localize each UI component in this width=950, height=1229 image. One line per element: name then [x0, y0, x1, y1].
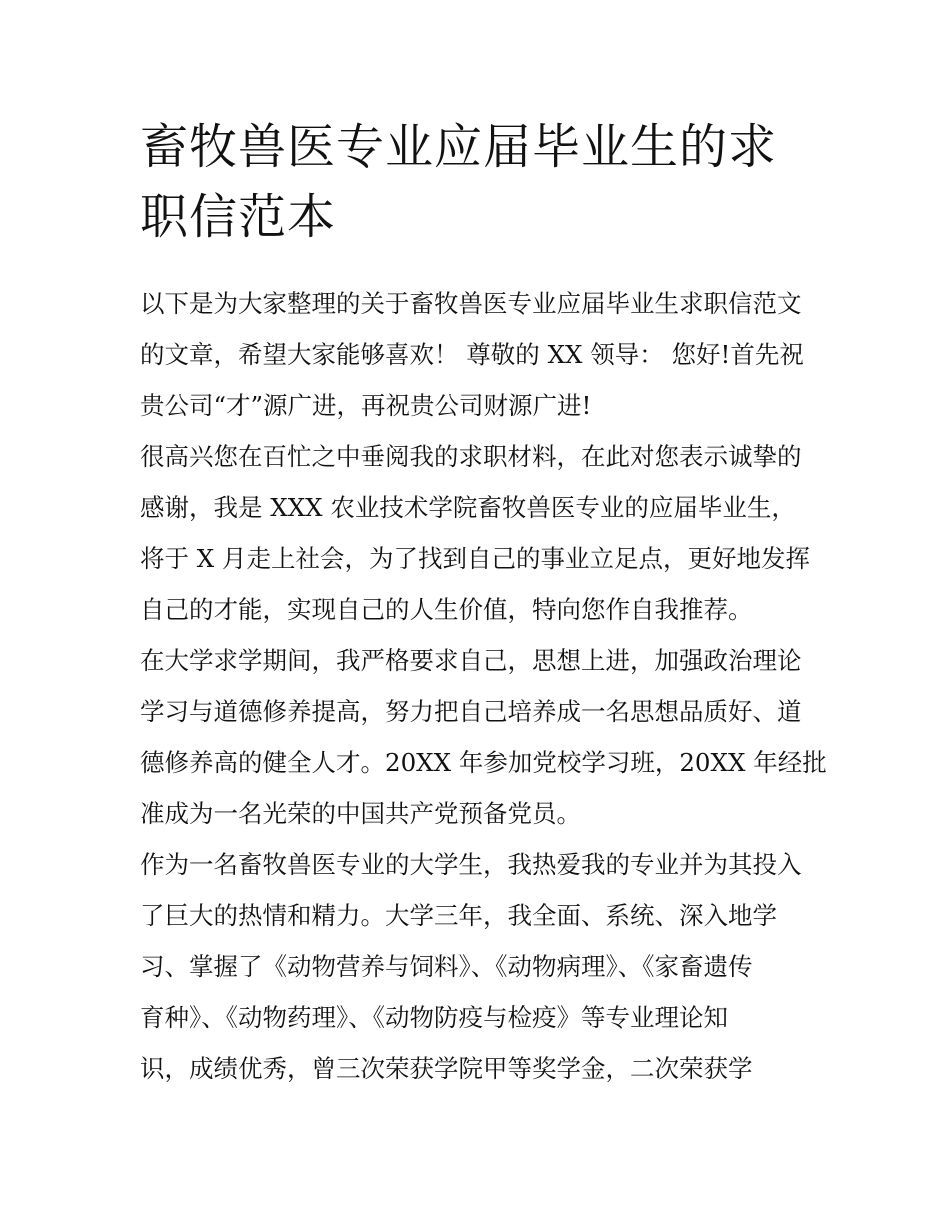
- body-line: 将于 X 月走上社会，为了找到自己的事业立足点，更好地发挥: [140, 544, 811, 573]
- body-line: 很高兴您在百忙之中垂阅我的求职材料，在此对您表示诚挚的: [140, 442, 802, 471]
- body-line: 了巨大的热情和精力。大学三年，我全面、系统、深入地学: [140, 901, 777, 930]
- body-line: 的文章，希望大家能够喜欢！ 尊敬的 XX 领导： 您好!首先祝: [140, 340, 804, 369]
- title-line-1: 畜牧兽医专业应届毕业生的求: [140, 119, 778, 175]
- body-line: 育种》、《动物药理》、《动物防疫与检疫》等专业理论知: [140, 1003, 728, 1032]
- body-line: 识，成绩优秀，曾三次荣获学院甲等奖学金，二次荣获学: [140, 1054, 753, 1083]
- title-line-2: 职信范本: [140, 189, 337, 245]
- body-line: 贵公司“才”源广进，再祝贵公司财源广进!: [140, 391, 592, 420]
- body-line: 感谢，我是 XXX 农业技术学院畜牧兽医专业的应届毕业生，: [140, 493, 796, 522]
- document-title: [140, 112, 820, 252]
- body-line: 学习与道德修养提高，努力把自己培养成一名思想品质好、道: [140, 697, 802, 726]
- document-body: [140, 278, 827, 1094]
- body-line: 德修养高的健全人才。20XX 年参加党校学习班，20XX 年经批: [140, 748, 827, 777]
- body-line: 在大学求学期间，我严格要求自己，思想上进，加强政治理论: [140, 646, 802, 675]
- body-line: 习、掌握了《动物营养与饲料》、《动物病理》、《家畜遗传: [140, 952, 753, 981]
- body-line: 以下是为大家整理的关于畜牧兽医专业应届毕业生求职信范文: [140, 289, 802, 318]
- body-line: 作为一名畜牧兽医专业的大学生，我热爱我的专业并为其投入: [140, 850, 802, 879]
- body-line: 准成为一名光荣的中国共产党预备党员。: [140, 799, 581, 828]
- body-line: 自己的才能，实现自己的人生价值，特向您作自我推荐。: [140, 595, 753, 624]
